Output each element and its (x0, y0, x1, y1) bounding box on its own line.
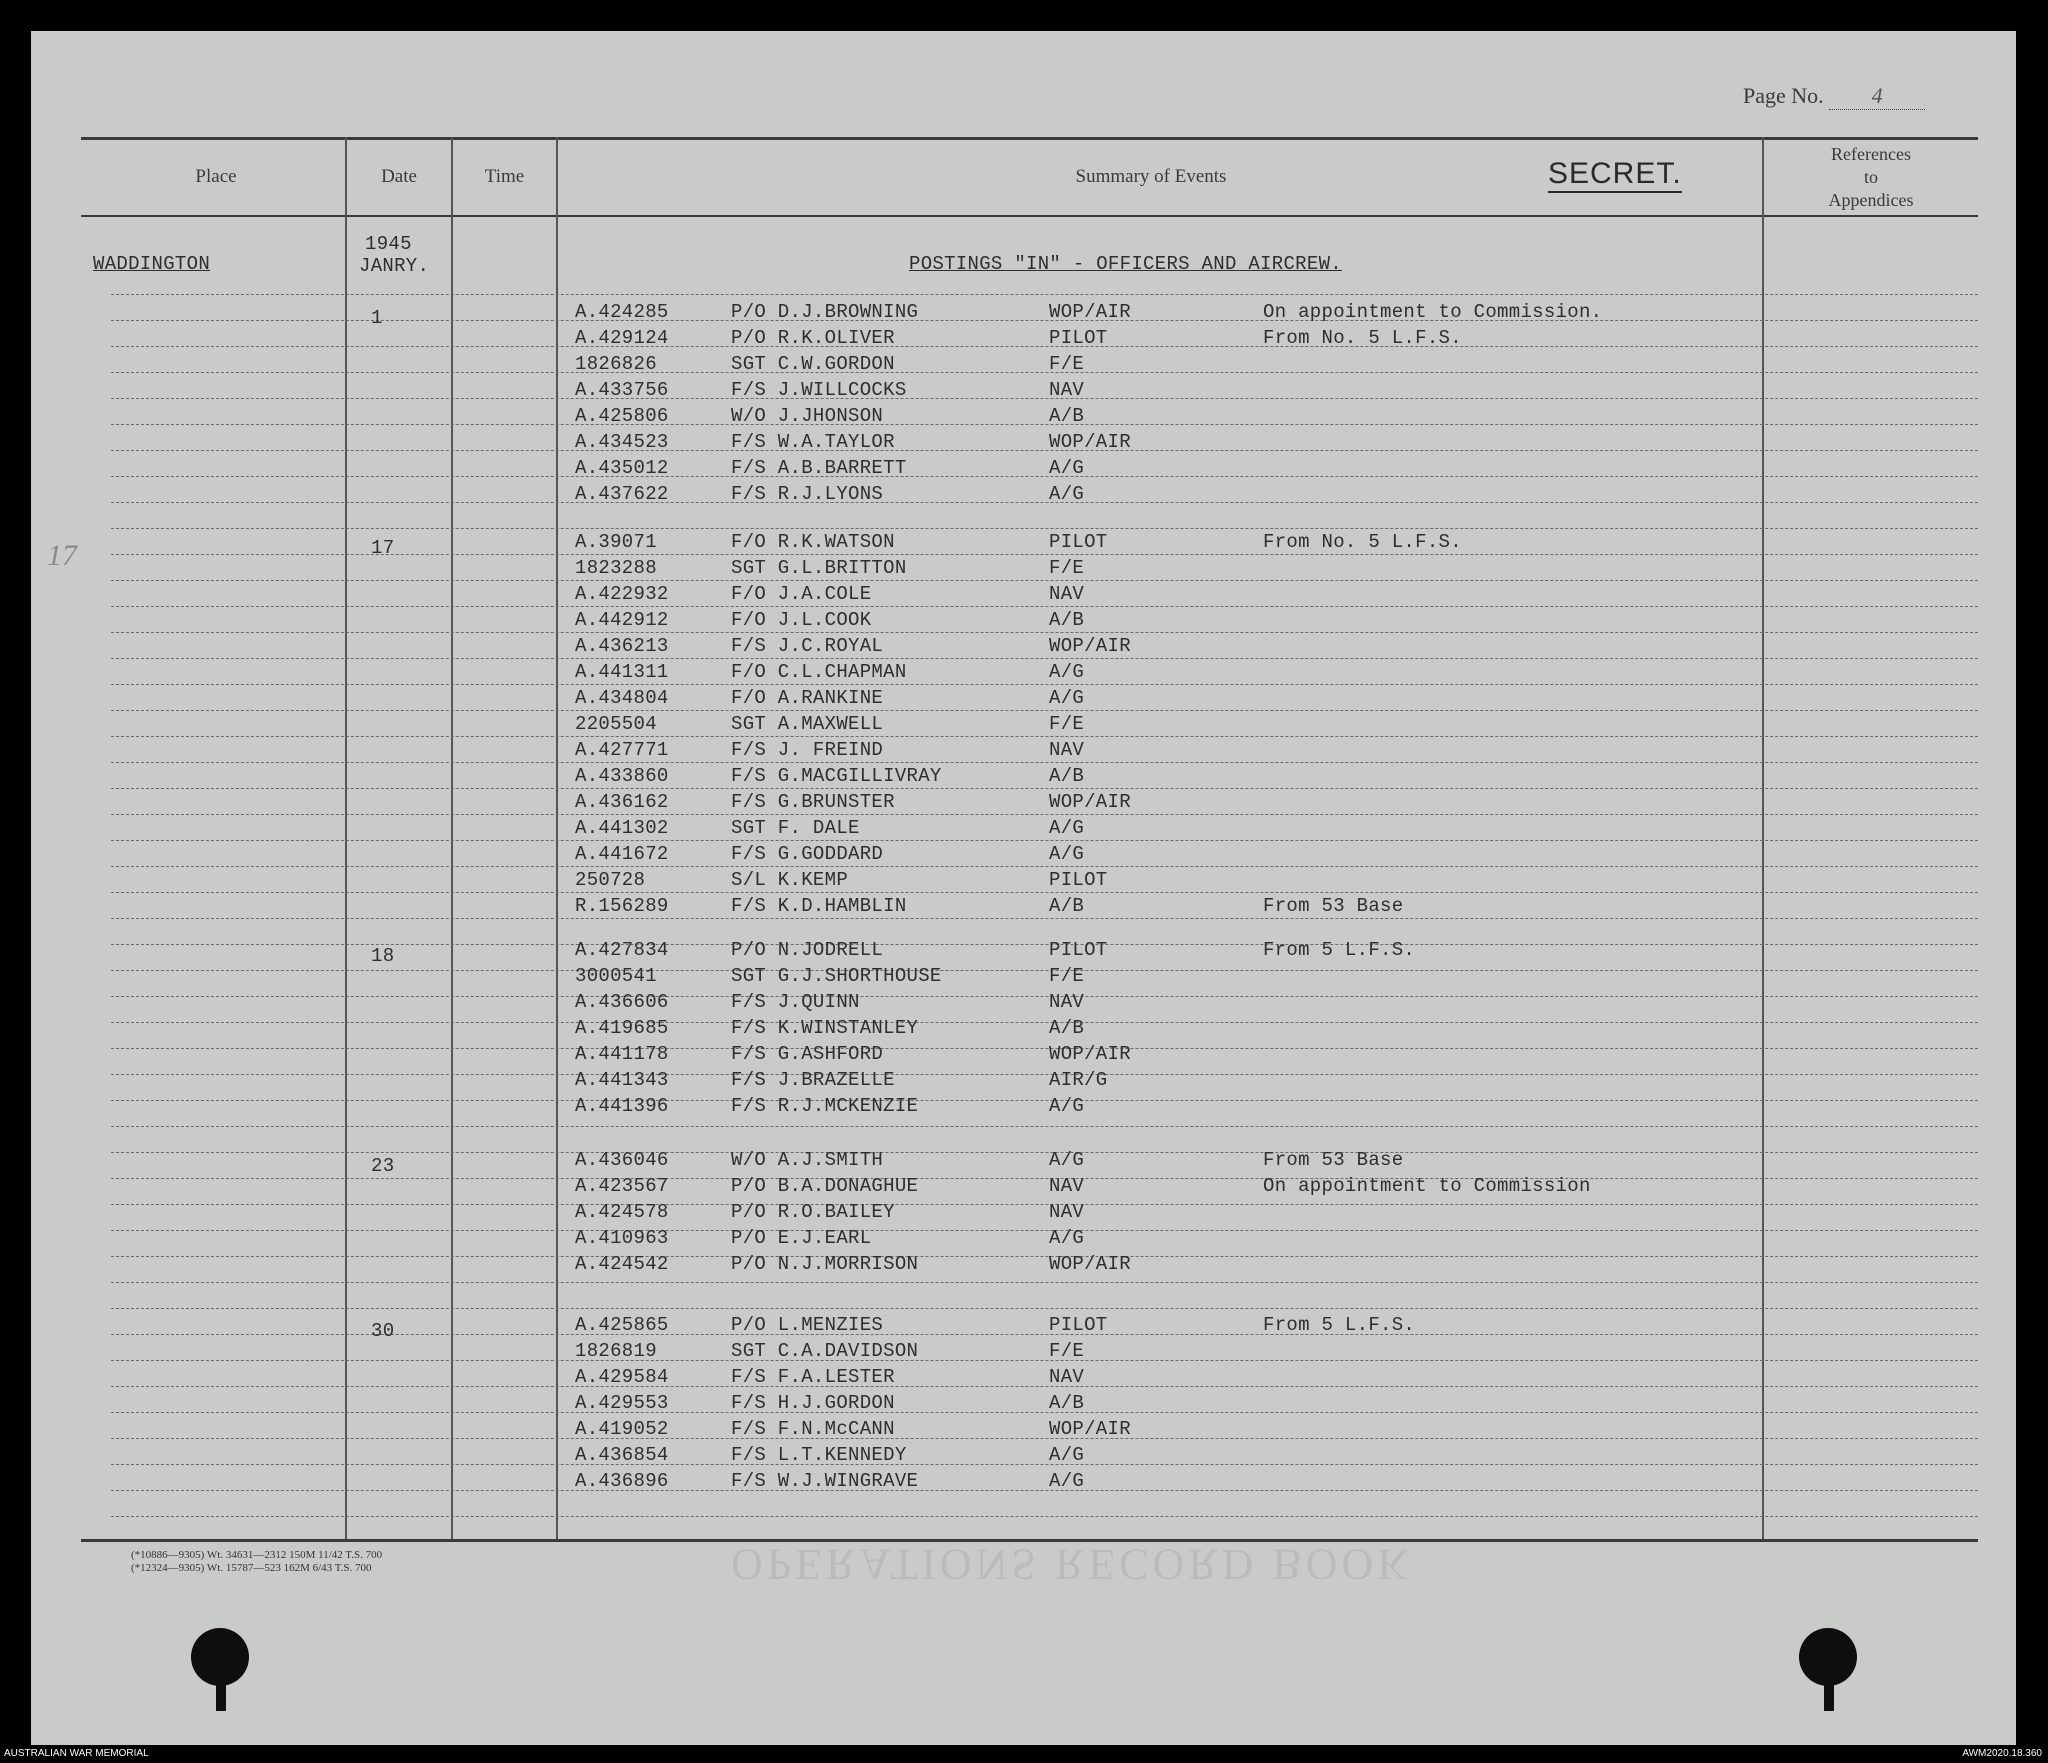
page-number: 4 (1829, 83, 1925, 110)
bottom-rule (81, 1539, 1978, 1542)
crew-role: NAV (1049, 739, 1085, 761)
ruled-line (111, 580, 1978, 581)
crew-role: A/G (1049, 687, 1085, 709)
rank-and-name: F/S H.J.GORDON (731, 1392, 895, 1414)
ruled-line (111, 606, 1978, 607)
service-number: A.441672 (575, 843, 669, 865)
crew-role: A/G (1049, 457, 1085, 479)
ruled-line (111, 840, 1978, 841)
service-number: A.436606 (575, 991, 669, 1013)
crew-role: WOP/AIR (1049, 1253, 1131, 1275)
rank-and-name: SGT F. DALE (731, 817, 860, 839)
crew-role: A/G (1049, 843, 1085, 865)
service-number: A.441396 (575, 1095, 669, 1117)
rank-and-name: F/S K.WINSTANLEY (731, 1017, 919, 1039)
ruled-line (111, 892, 1978, 893)
column-divider-time (556, 137, 558, 1539)
service-number: A.429584 (575, 1366, 669, 1388)
ruled-line (111, 762, 1978, 763)
ruled-line (111, 398, 1978, 399)
footer-right: AWM2020.18.360 (1962, 1748, 2042, 1759)
ruled-line (111, 1048, 1978, 1049)
service-number: A.441311 (575, 661, 669, 683)
ruled-line (111, 1178, 1978, 1179)
crew-role: A/G (1049, 1444, 1085, 1466)
crew-role: WOP/AIR (1049, 301, 1131, 323)
ruled-line (111, 294, 1978, 295)
crew-role: F/E (1049, 713, 1085, 735)
crew-role: NAV (1049, 1366, 1085, 1388)
posting-remark: On appointment to Commission (1263, 1175, 1591, 1197)
rank-and-name: F/O J.L.COOK (731, 609, 872, 631)
ruled-line (111, 1204, 1978, 1205)
ruled-line (111, 1464, 1978, 1465)
service-number: A.441302 (575, 817, 669, 839)
entry-day: 1 (371, 307, 383, 329)
document-page (31, 31, 2016, 1745)
service-number: A.435012 (575, 457, 669, 479)
crew-role: NAV (1049, 583, 1085, 605)
print-codes (131, 1549, 382, 1575)
ruled-line (111, 814, 1978, 815)
service-number: A.422932 (575, 583, 669, 605)
rank-and-name: F/O J.A.COLE (731, 583, 872, 605)
rank-and-name: S/L K.KEMP (731, 869, 849, 891)
ruled-line (111, 502, 1978, 503)
ruled-line (111, 424, 1978, 425)
crew-role: WOP/AIR (1049, 431, 1131, 453)
service-number: A.433860 (575, 765, 669, 787)
ruled-line (111, 632, 1978, 633)
page-number-label (1743, 83, 1925, 110)
column-divider-date (451, 137, 453, 1539)
rank-and-name: SGT C.A.DAVIDSON (731, 1340, 919, 1362)
rank-and-name: F/S G.GODDARD (731, 843, 884, 865)
service-number: 3000541 (575, 965, 657, 987)
service-number: A.424542 (575, 1253, 669, 1275)
ruled-line (111, 1100, 1978, 1101)
crew-role: PILOT (1049, 327, 1108, 349)
rank-and-name: F/S K.D.HAMBLIN (731, 895, 907, 917)
service-number: A.427771 (575, 739, 669, 761)
rank-and-name: F/S J.WILLCOCKS (731, 379, 907, 401)
posting-remark: From 5 L.F.S. (1263, 1314, 1416, 1336)
header-references-line-2: to (1863, 167, 1878, 187)
crew-role: NAV (1049, 1201, 1085, 1223)
print-code-1: (*10886—9305) Wt. 34631—2312 150M 11/42 T.S. 700 (131, 1549, 383, 1561)
rank-and-name: P/O R.K.OLIVER (731, 327, 895, 349)
service-number: 1823288 (575, 557, 657, 579)
header-date: Date (381, 166, 417, 187)
crew-role: F/E (1049, 1340, 1085, 1362)
entry-day: 30 (371, 1320, 395, 1342)
rank-and-name: F/O C.L.CHAPMAN (731, 661, 907, 683)
posting-remark: On appointment to Commission. (1263, 301, 1603, 323)
ruled-line (111, 1152, 1978, 1153)
service-number: A.429124 (575, 327, 669, 349)
rank-and-name: F/O R.K.WATSON (731, 531, 895, 553)
ruled-line (111, 1490, 1978, 1491)
rank-and-name: W/O A.J.SMITH (731, 1149, 884, 1171)
place-value: WADDINGTON (93, 253, 211, 275)
posting-remark: From 53 Base (1263, 895, 1404, 917)
service-number: 1826826 (575, 353, 657, 375)
rank-and-name: P/O N.J.MORRISON (731, 1253, 919, 1275)
ruled-line (111, 320, 1978, 321)
section-heading: POSTINGS "IN" - OFFICERS AND AIRCREW. (909, 253, 1342, 275)
ruled-line (111, 736, 1978, 737)
header-references-line-1: References (1831, 144, 1911, 164)
crew-role: WOP/AIR (1049, 1418, 1131, 1440)
crew-role: A/G (1049, 1470, 1085, 1492)
rank-and-name: SGT C.W.GORDON (731, 353, 895, 375)
column-divider-place (345, 137, 347, 1539)
header-references (1764, 143, 1978, 212)
rank-and-name: SGT G.L.BRITTON (731, 557, 907, 579)
ruled-line (111, 788, 1978, 789)
service-number: A.436162 (575, 791, 669, 813)
rank-and-name: P/O N.JODRELL (731, 939, 884, 961)
rank-and-name: F/S F.A.LESTER (731, 1366, 895, 1388)
rank-and-name: P/O L.MENZIES (731, 1314, 884, 1336)
rank-and-name: F/S J. FREIND (731, 739, 884, 761)
rank-and-name: F/S F.N.McCANN (731, 1418, 895, 1440)
service-number: A.419052 (575, 1418, 669, 1440)
service-number: A.436046 (575, 1149, 669, 1171)
crew-role: PILOT (1049, 939, 1108, 961)
crew-role: A/B (1049, 1017, 1085, 1039)
rank-and-name: F/S G.MACGILLIVRAY (731, 765, 942, 787)
crew-role: WOP/AIR (1049, 791, 1131, 813)
posting-remark: From No. 5 L.F.S. (1263, 531, 1462, 553)
rank-and-name: F/S J.BRAZELLE (731, 1069, 895, 1091)
service-number: A.441178 (575, 1043, 669, 1065)
crew-role: A/G (1049, 661, 1085, 683)
ruled-line (111, 970, 1978, 971)
entry-day: 23 (371, 1155, 395, 1177)
page-label: Page No. (1743, 83, 1824, 108)
ruled-line (111, 1516, 1978, 1517)
ruled-line (111, 684, 1978, 685)
ruled-line (111, 1074, 1978, 1075)
service-number: A.429553 (575, 1392, 669, 1414)
service-number: A.436213 (575, 635, 669, 657)
service-number: 250728 (575, 869, 646, 891)
crew-role: A/B (1049, 765, 1085, 787)
month-value: JANRY. (359, 255, 430, 277)
ruled-line (111, 1386, 1978, 1387)
service-number: A.441343 (575, 1069, 669, 1091)
ruled-line (111, 866, 1978, 867)
rank-and-name: F/S G.BRUNSTER (731, 791, 895, 813)
crew-role: PILOT (1049, 531, 1108, 553)
service-number: 1826819 (575, 1340, 657, 1362)
header-summary: Summary of Events (1075, 166, 1227, 187)
service-number: A.410963 (575, 1227, 669, 1249)
column-divider-summary (1762, 137, 1764, 1539)
ruled-line (111, 450, 1978, 451)
rank-and-name: F/S J.QUINN (731, 991, 860, 1013)
service-number: A.436896 (575, 1470, 669, 1492)
crew-role: WOP/AIR (1049, 635, 1131, 657)
rank-and-name: P/O D.J.BROWNING (731, 301, 919, 323)
ruled-line (111, 1360, 1978, 1361)
entry-day: 17 (371, 537, 395, 559)
rank-and-name: F/S W.J.WINGRAVE (731, 1470, 919, 1492)
crew-role: A/B (1049, 895, 1085, 917)
rank-and-name: SGT G.J.SHORTHOUSE (731, 965, 942, 987)
service-number: A.433756 (575, 379, 669, 401)
service-number: A.425865 (575, 1314, 669, 1336)
rank-and-name: F/S L.T.KENNEDY (731, 1444, 907, 1466)
service-number: A.427834 (575, 939, 669, 961)
ruled-line (111, 1256, 1978, 1257)
service-number: A.423567 (575, 1175, 669, 1197)
ruled-line (111, 1230, 1978, 1231)
ruled-line (111, 1282, 1978, 1283)
header-bottom-rule (81, 215, 1978, 217)
footer-left: AUSTRALIAN WAR MEMORIAL (4, 1748, 149, 1759)
year-value: 1945 (365, 233, 412, 255)
crew-role: PILOT (1049, 869, 1108, 891)
ruled-line (111, 1126, 1978, 1127)
archive-footer (0, 1745, 2048, 1763)
print-code-2: (*12324—9305) Wt. 15787—523 162M 6/43 T.S. 700 (131, 1562, 372, 1574)
ruled-line (111, 346, 1978, 347)
crew-role: PILOT (1049, 1314, 1108, 1336)
ruled-line (111, 710, 1978, 711)
service-number: A.424285 (575, 301, 669, 323)
header-place: Place (195, 166, 237, 187)
rank-and-name: F/S R.J.MCKENZIE (731, 1095, 919, 1117)
posting-remark: From No. 5 L.F.S. (1263, 327, 1462, 349)
binder-hole-left-slot (216, 1671, 226, 1711)
crew-role: A/B (1049, 1392, 1085, 1414)
ruled-line (111, 1022, 1978, 1023)
entry-day: 18 (371, 945, 395, 967)
secret-stamp: SECRET. (1548, 157, 1682, 193)
crew-role: F/E (1049, 965, 1085, 987)
service-number: A.442912 (575, 609, 669, 631)
header-time: Time (484, 166, 525, 187)
ruled-line (111, 1438, 1978, 1439)
rank-and-name: F/S W.A.TAYLOR (731, 431, 895, 453)
crew-role: A/B (1049, 405, 1085, 427)
crew-role: F/E (1049, 353, 1085, 375)
ruled-line (111, 528, 1978, 529)
service-number: A.437622 (575, 483, 669, 505)
ruled-line (111, 1308, 1978, 1309)
service-number: A.424578 (575, 1201, 669, 1223)
service-number: A.419685 (575, 1017, 669, 1039)
service-number: 2205504 (575, 713, 657, 735)
rank-and-name: F/O A.RANKINE (731, 687, 884, 709)
rank-and-name: P/O E.J.EARL (731, 1227, 872, 1249)
crew-role: A/G (1049, 483, 1085, 505)
rank-and-name: SGT A.MAXWELL (731, 713, 884, 735)
rank-and-name: F/S A.B.BARRETT (731, 457, 907, 479)
ruled-line (111, 476, 1978, 477)
crew-role: A/G (1049, 1227, 1085, 1249)
rank-and-name: P/O B.A.DONAGHUE (731, 1175, 919, 1197)
crew-role: NAV (1049, 1175, 1085, 1197)
ruled-line (111, 372, 1978, 373)
crew-role: NAV (1049, 991, 1085, 1013)
header-top-rule (81, 137, 1978, 140)
crew-role: WOP/AIR (1049, 1043, 1131, 1065)
rank-and-name: F/S J.C.ROYAL (731, 635, 884, 657)
rank-and-name: F/S G.ASHFORD (731, 1043, 884, 1065)
crew-role: F/E (1049, 557, 1085, 579)
rank-and-name: F/S R.J.LYONS (731, 483, 884, 505)
ruled-line (111, 658, 1978, 659)
crew-role: A/G (1049, 1149, 1085, 1171)
binder-hole-right-slot (1824, 1671, 1834, 1711)
ruled-line (111, 1412, 1978, 1413)
rank-and-name: P/O R.O.BAILEY (731, 1201, 895, 1223)
crew-role: A/G (1049, 817, 1085, 839)
posting-remark: From 5 L.F.S. (1263, 939, 1416, 961)
service-number: A.425806 (575, 405, 669, 427)
show-through-text: OPERATIONS RECORD BOOK (731, 1540, 1414, 1589)
posting-remark: From 53 Base (1263, 1149, 1404, 1171)
service-number: R.156289 (575, 895, 669, 917)
crew-role: A/B (1049, 609, 1085, 631)
crew-role: A/G (1049, 1095, 1085, 1117)
crew-role: NAV (1049, 379, 1085, 401)
ruled-line (111, 996, 1978, 997)
service-number: A.434523 (575, 431, 669, 453)
rank-and-name: W/O J.JHONSON (731, 405, 884, 427)
margin-note: 17 (47, 539, 77, 572)
crew-role: AIR/G (1049, 1069, 1108, 1091)
header-references-line-3: Appendices (1828, 190, 1914, 210)
ruled-line (111, 918, 1978, 919)
service-number: A.436854 (575, 1444, 669, 1466)
service-number: A.39071 (575, 531, 657, 553)
service-number: A.434804 (575, 687, 669, 709)
